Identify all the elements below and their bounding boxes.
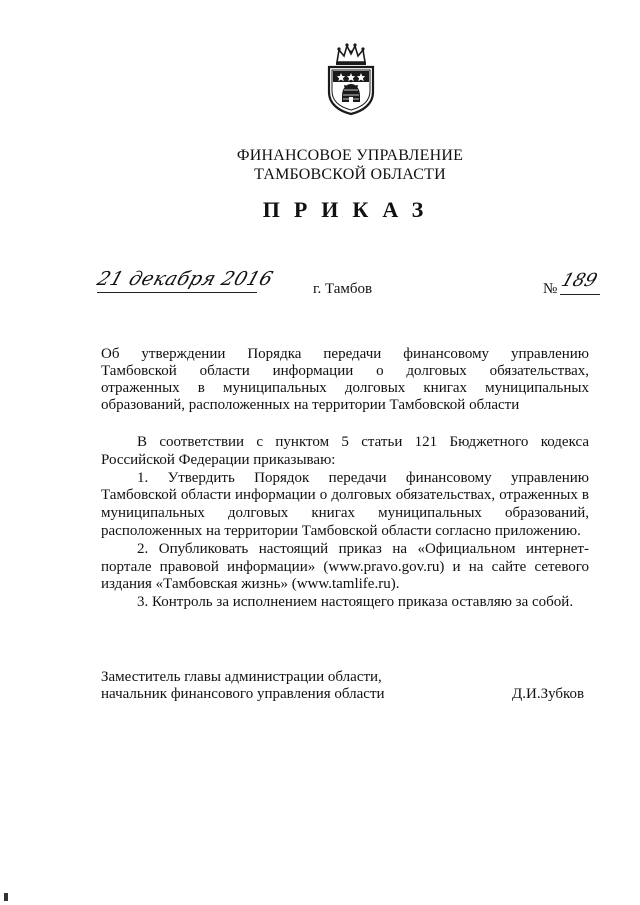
order-item-2: 2. Опубликовать настоящий приказ на «Официальном интернет-портале правовой информации» (www.pravo.gov.ru) и на сайте сетевого издания «Тамбовская жизнь» (www.tamlife.ru).: [101, 540, 589, 593]
subject-line: Об утверждении Порядка передачи финансовому управлению: [101, 346, 589, 362]
document-type-title: ПРИКАЗ: [262, 197, 438, 222]
order-body: [101, 434, 589, 612]
subject-line: отраженных в муниципальных долговых книгах муниципальных: [101, 380, 589, 396]
org-line-2: ТАМБОВСКОЙ ОБЛАСТИ: [254, 166, 446, 183]
signatory-name: Д.И.Зубков: [512, 686, 585, 702]
number-underline: [560, 294, 600, 295]
order-item-3: 3. Контроль за исполнением настоящего приказа оставляю за собой.: [137, 594, 574, 611]
handwritten-number: 189: [558, 270, 600, 291]
signatory-position: [101, 669, 385, 703]
position-line-1: Заместитель главы администрации области,: [101, 669, 382, 685]
preamble-paragraph: В соответствии с пунктом 5 статьи 121 Бюджетного кодекса Российской Федерации приказываю:: [101, 434, 589, 468]
subject-line: Тамбовской области информации о долговых обязательствах,: [101, 363, 589, 379]
org-line-1: ФИНАНСОВОЕ УПРАВЛЕНИЕ: [236, 147, 464, 164]
scan-mark: [4, 893, 8, 901]
subject-line: образований, расположенных на территории Тамбовской области: [101, 397, 520, 413]
handwritten-date: 21 декабря 2016: [94, 268, 276, 290]
organization-name: [0, 146, 640, 184]
order-item-1: 1. Утвердить Порядок передачи финансовому управлению Тамбовской области информации о долговых обязательствах, отраженных в муниципальных долговых книгах муниципальных образований, расположенных на территории Тамбовской области согласно приложению.: [101, 469, 589, 539]
number-label: №: [543, 281, 558, 297]
date-underline: [97, 292, 257, 293]
coat-of-arms-icon: [323, 40, 379, 116]
position-line-2: начальник финансового управления области: [101, 686, 385, 702]
order-subject: [101, 346, 589, 414]
city: г. Тамбов: [313, 281, 373, 297]
